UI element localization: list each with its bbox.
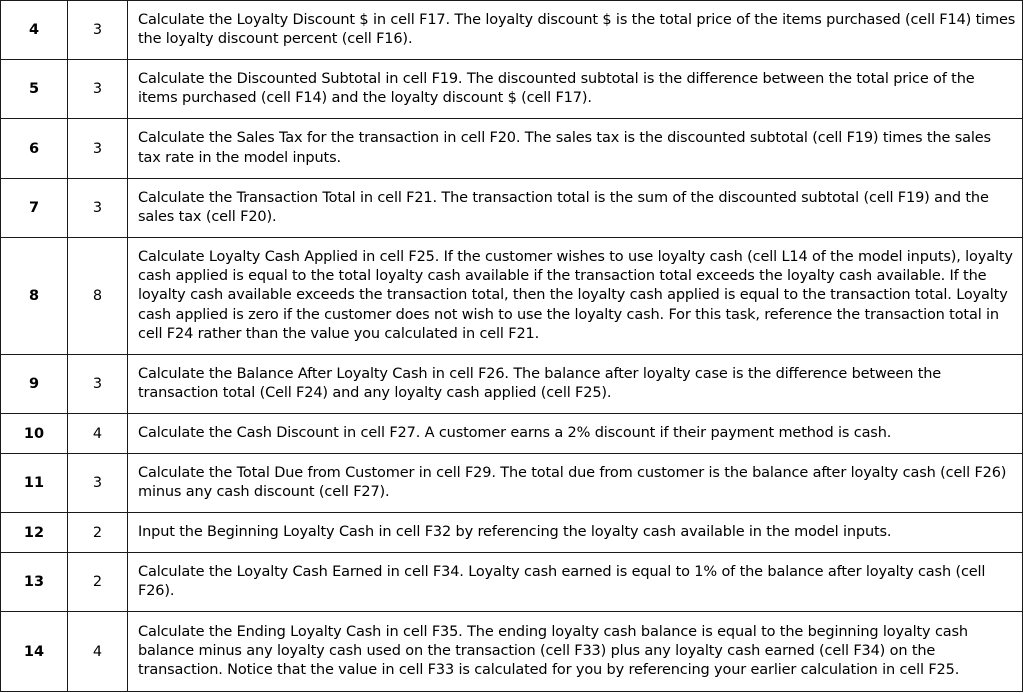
step-number: 11 [1, 454, 68, 513]
points-value: 4 [68, 612, 128, 692]
points-value: 3 [68, 119, 128, 179]
table-row [1, 414, 1023, 454]
table-row [1, 179, 1023, 238]
points-value: 2 [68, 553, 128, 612]
points-value: 2 [68, 513, 128, 553]
table-row [1, 119, 1023, 179]
table-row [1, 60, 1023, 119]
points-value: 3 [68, 1, 128, 60]
step-description: Calculate the Ending Loyalty Cash in cell F35. The ending loyalty cash balance is equal to the beginning loyalty cash balance minus any loyalty cash used on the transaction (cell F33) plus any loyalty cash earned (cell F34) on the transaction. Notice that the value in cell F33 is calculated for you by referencing your earlier calculation in cell F25. [128, 612, 1023, 692]
step-number: 13 [1, 553, 68, 612]
table-row [1, 1, 1023, 60]
points-value: 3 [68, 355, 128, 414]
step-number: 9 [1, 355, 68, 414]
step-number: 12 [1, 513, 68, 553]
step-number: 7 [1, 179, 68, 238]
step-description: Calculate the Discounted Subtotal in cell F19. The discounted subtotal is the difference between the total price of the items purchased (cell F14) and the loyalty discount $ (cell F17). [128, 60, 1023, 119]
step-description: Calculate the Total Due from Customer in cell F29. The total due from customer is the balance after loyalty cash (cell F26) minus any cash discount (cell F27). [128, 454, 1023, 513]
step-number: 14 [1, 612, 68, 692]
step-number: 8 [1, 238, 68, 355]
points-value: 3 [68, 454, 128, 513]
points-value: 8 [68, 238, 128, 355]
table-row [1, 612, 1023, 692]
step-number: 6 [1, 119, 68, 179]
points-value: 3 [68, 179, 128, 238]
step-description: Calculate the Transaction Total in cell F21. The transaction total is the sum of the discounted subtotal (cell F19) and the sales tax (cell F20). [128, 179, 1023, 238]
step-number: 4 [1, 1, 68, 60]
step-description: Calculate Loyalty Cash Applied in cell F25. If the customer wishes to use loyalty cash (cell L14 of the model inputs), loyalty cash applied is equal to the total loyalty cash available if the transaction total exceeds the loyalty cash available. If the loyalty cash available exceeds the transaction total, then the loyalty cash applied is equal to the transaction total. Loyalty cash applied is zero if the customer does not wish to use the loyalty cash. For this task, reference the transaction total in cell F24 rather than the value you calculated in cell F21. [128, 238, 1023, 355]
step-description: Calculate the Balance After Loyalty Cash in cell F26. The balance after loyalty case is the difference between the transaction total (Cell F24) and any loyalty cash applied (cell F25). [128, 355, 1023, 414]
points-value: 3 [68, 60, 128, 119]
step-description: Calculate the Cash Discount in cell F27. A customer earns a 2% discount if their payment method is cash. [128, 414, 1023, 454]
step-description: Calculate the Loyalty Cash Earned in cell F34. Loyalty cash earned is equal to 1% of the balance after loyalty cash (cell F26). [128, 553, 1023, 612]
table-row [1, 238, 1023, 355]
table-row [1, 553, 1023, 612]
table-row [1, 513, 1023, 553]
step-description: Calculate the Loyalty Discount $ in cell F17. The loyalty discount $ is the total price of the items purchased (cell F14) times the loyalty discount percent (cell F16). [128, 1, 1023, 60]
table-row [1, 355, 1023, 414]
step-number: 10 [1, 414, 68, 454]
points-value: 4 [68, 414, 128, 454]
step-number: 5 [1, 60, 68, 119]
table-row [1, 454, 1023, 513]
step-description: Input the Beginning Loyalty Cash in cell F32 by referencing the loyalty cash available in the model inputs. [128, 513, 1023, 553]
step-description: Calculate the Sales Tax for the transaction in cell F20. The sales tax is the discounted subtotal (cell F19) times the sales tax rate in the model inputs. [128, 119, 1023, 179]
